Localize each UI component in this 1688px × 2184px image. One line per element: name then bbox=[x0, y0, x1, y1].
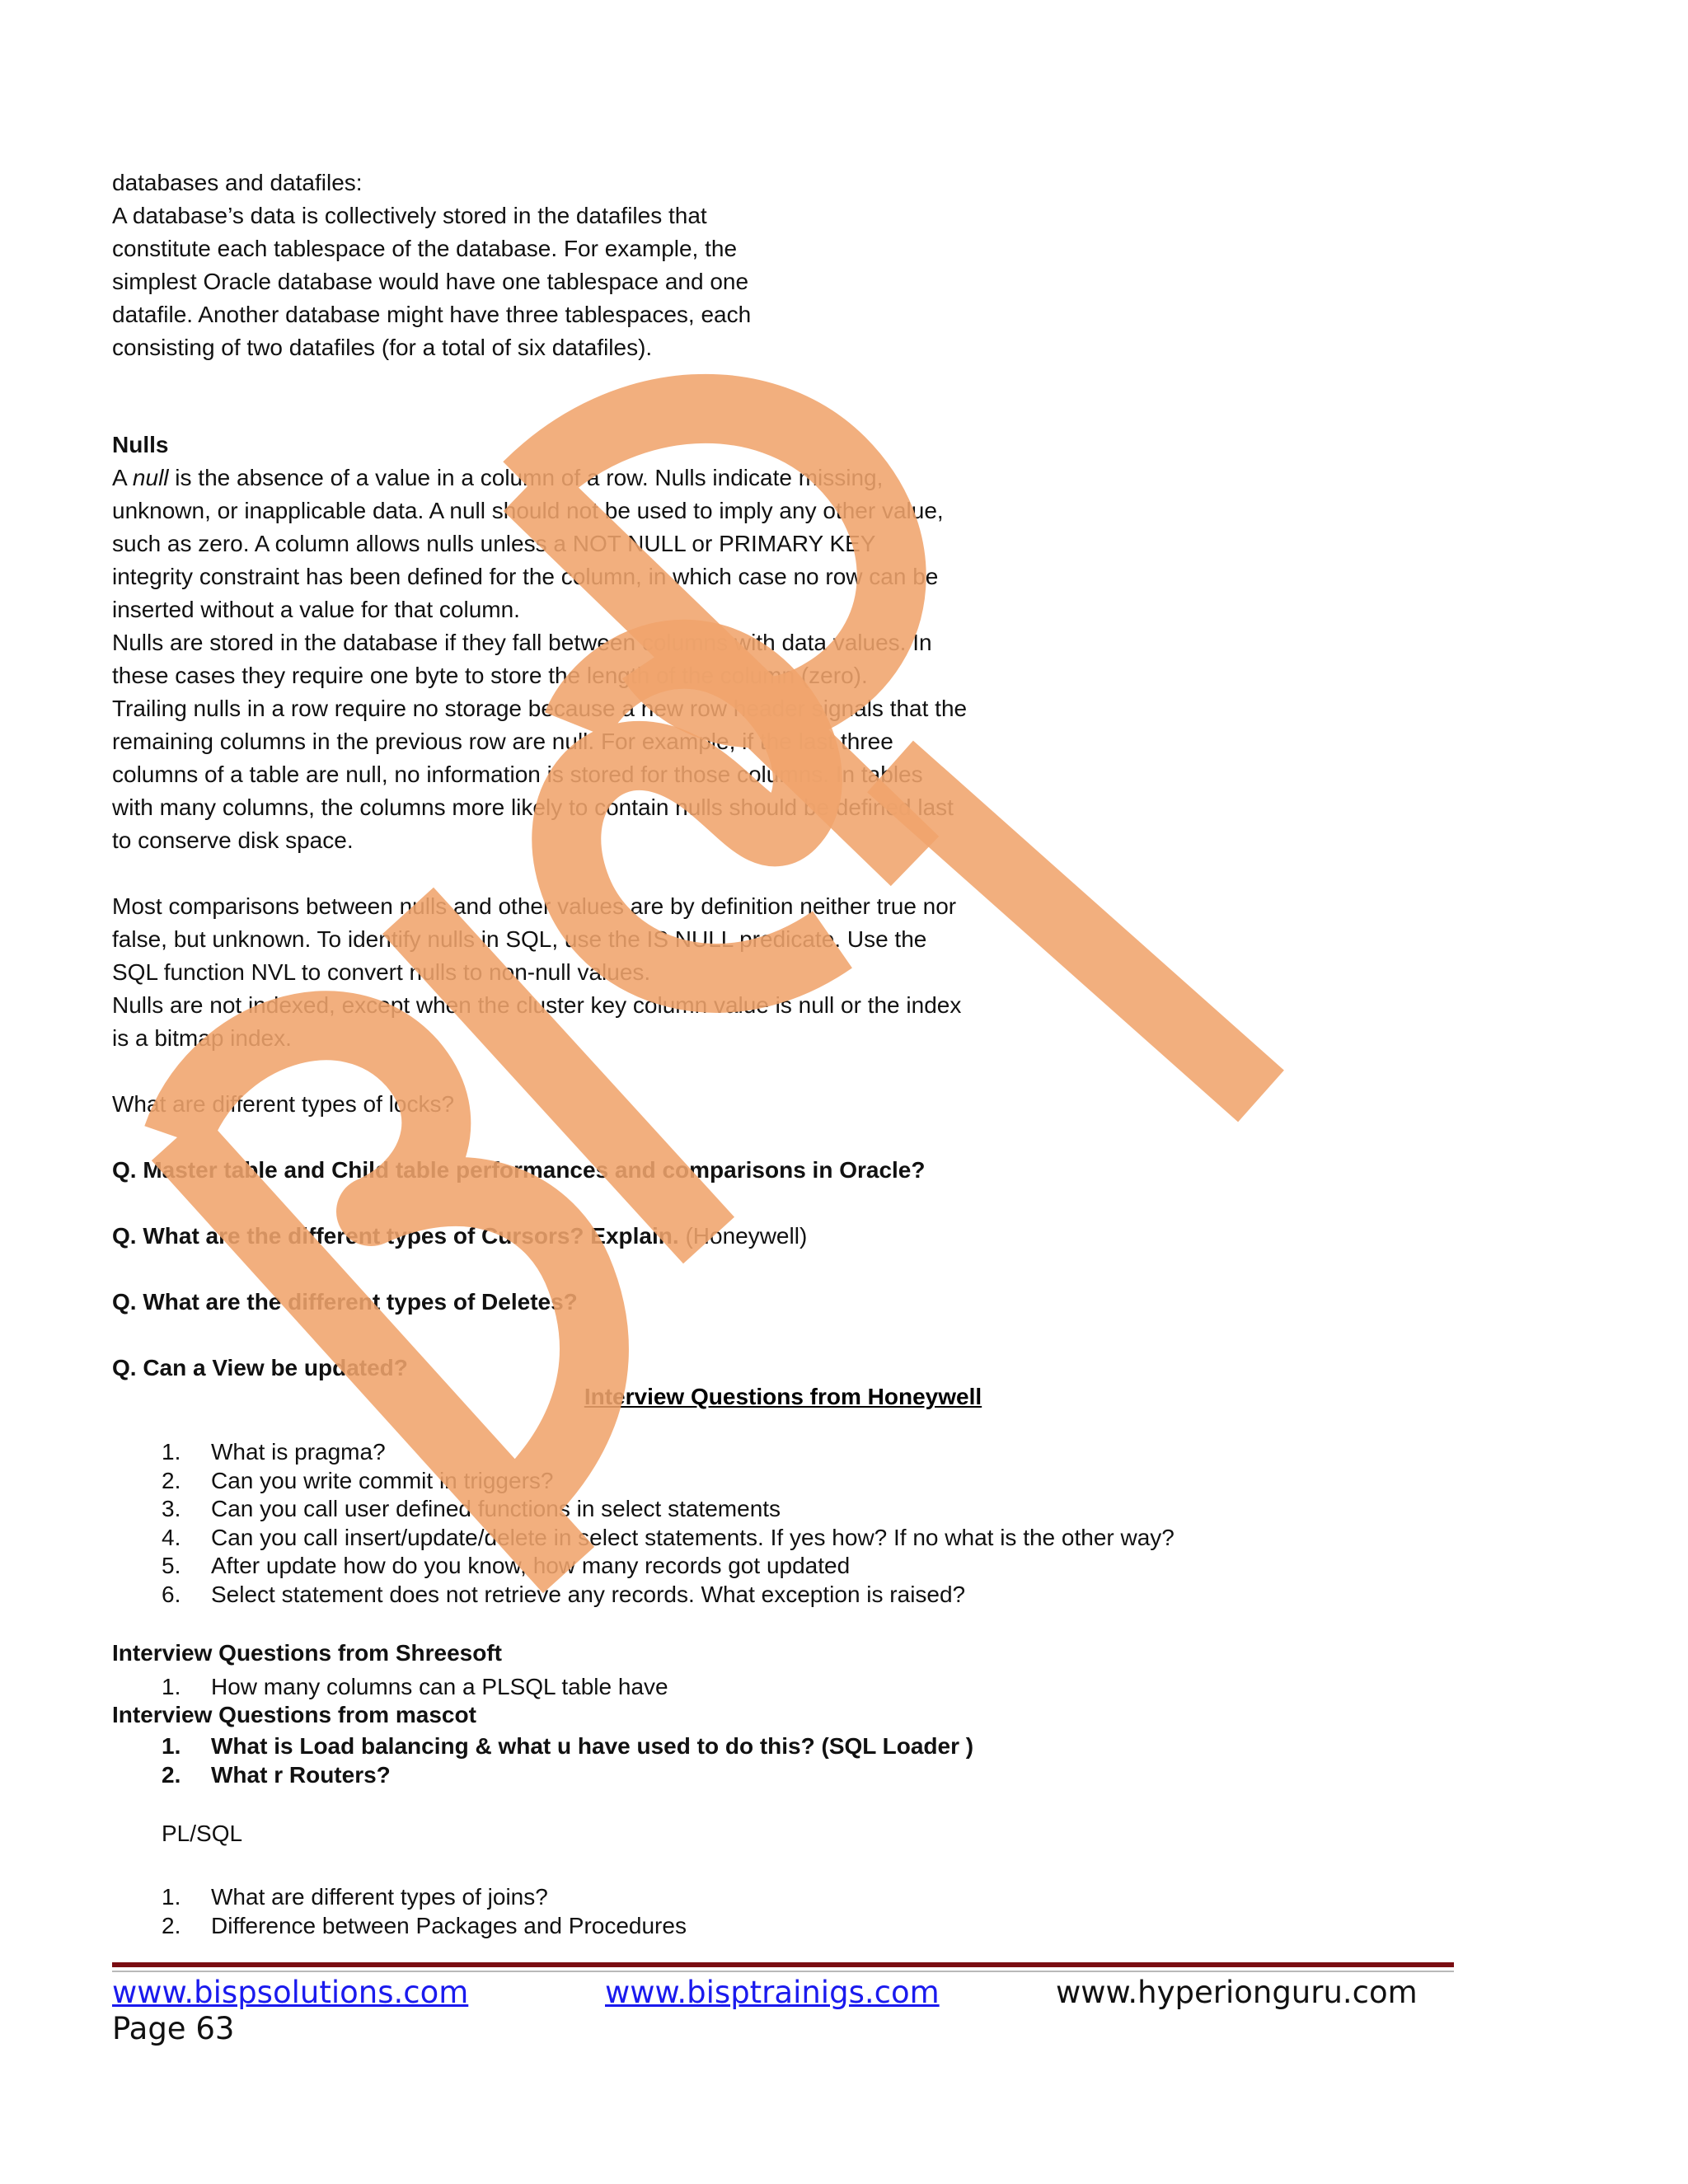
nulls-line: Most comparisons between nulls and other values are by definition neither true nor bbox=[112, 893, 957, 919]
plsql-label: PL/SQL bbox=[162, 1821, 243, 1846]
question-cursors-bold: Q. What are the different types of Cursors? Explain. bbox=[112, 1223, 679, 1249]
nulls-first-rest: is the absence of a value in a column of a row. Nulls indicate missing, bbox=[168, 465, 884, 490]
list-item bbox=[112, 1581, 1175, 1610]
footer-rule-thin bbox=[112, 1971, 1454, 1972]
page-number: Page 63 bbox=[112, 2011, 235, 2046]
nulls-line: to conserve disk space. bbox=[112, 827, 354, 853]
list-item-number: 2. bbox=[162, 1761, 181, 1788]
list-item-number: 1. bbox=[162, 1733, 181, 1759]
list-item-text: What r Routers? bbox=[211, 1761, 391, 1788]
list-item bbox=[112, 1883, 687, 1912]
list-item-number: 1. bbox=[162, 1884, 181, 1910]
blank-line bbox=[112, 1055, 1431, 1088]
list-item-number: 2. bbox=[162, 1912, 181, 1938]
question-cursors-note: (Honeywell) bbox=[678, 1223, 808, 1249]
list-item-number: 6. bbox=[162, 1581, 181, 1607]
shreesoft-list bbox=[112, 1673, 668, 1702]
nulls-line: these cases they require one byte to store the length of the column (zero). bbox=[112, 663, 868, 688]
nulls-line: is a bitmap index. bbox=[112, 1025, 292, 1051]
nulls-line: unknown, or inapplicable data. A null should not be used to imply any other value, bbox=[112, 498, 944, 523]
list-item-number: 5. bbox=[162, 1553, 181, 1578]
nulls-line: remaining columns in the previous row are null. For example, if the last three bbox=[112, 729, 893, 754]
blank-line bbox=[112, 1319, 1431, 1352]
list-item bbox=[112, 1761, 973, 1790]
blank-line bbox=[112, 1121, 1431, 1154]
list-item-text: Can you write commit in triggers? bbox=[211, 1467, 554, 1493]
list-item-text: Difference between Packages and Procedures bbox=[211, 1912, 687, 1938]
list-item-text: After update how do you know, how many records got updated bbox=[211, 1553, 851, 1578]
nulls-first-line bbox=[112, 462, 1431, 494]
nulls-line: false, but unknown. To identify nulls in SQL, use the IS NULL predicate. Use the bbox=[112, 926, 927, 952]
blank-line bbox=[112, 857, 1431, 890]
mascot-heading: Interview Questions from mascot bbox=[112, 1702, 476, 1727]
datafiles-line: consisting of two datafiles (for a total of six datafiles). bbox=[112, 335, 653, 360]
nulls-line: Nulls are not indexed, except when the cluster key column value is null or the index bbox=[112, 992, 962, 1018]
list-item bbox=[112, 1495, 1175, 1524]
list-item-number: 4. bbox=[162, 1524, 181, 1550]
datafiles-heading-line: databases and datafiles: bbox=[112, 170, 363, 195]
question-deletes: Q. What are the different types of Deletes? bbox=[112, 1289, 578, 1315]
footer-site-hyperionguru: www.hyperionguru.com bbox=[1056, 1975, 1418, 2010]
nulls-prefix: A bbox=[112, 465, 133, 490]
question-locks: What are different types of locks? bbox=[112, 1091, 455, 1117]
list-item bbox=[112, 1438, 1175, 1467]
list-item-text: Select statement does not retrieve any records. What exception is raised? bbox=[211, 1581, 966, 1607]
list-item bbox=[112, 1467, 1175, 1496]
question-master-child: Q. Master table and Child table performances and comparisons in Oracle? bbox=[112, 1157, 926, 1183]
nulls-line: integrity constraint has been defined for the column, in which case no row can be bbox=[112, 564, 939, 589]
nulls-section bbox=[112, 429, 1431, 1385]
nulls-italic-term: null bbox=[132, 465, 169, 490]
footer-rule bbox=[112, 1962, 1454, 1967]
list-item-text: Can you call user defined functions in select statements bbox=[211, 1496, 781, 1521]
mascot-list bbox=[112, 1732, 973, 1789]
list-item bbox=[112, 1552, 1175, 1581]
footer-link-bisptrainigs[interactable] bbox=[605, 1975, 940, 2011]
datafiles-section bbox=[112, 166, 1431, 364]
list-item-text: Can you call insert/update/delete in select statements. If yes how? If no what is the other way? bbox=[211, 1524, 1175, 1550]
nulls-line: with many columns, the columns more likely to contain nulls should be defined last bbox=[112, 794, 954, 820]
datafiles-line: simplest Oracle database would have one tablespace and one bbox=[112, 269, 749, 294]
nulls-line: Nulls are stored in the database if they fall between columns with data values. In bbox=[112, 630, 932, 655]
list-item-text: What are different types of joins? bbox=[211, 1884, 548, 1910]
question-cursors bbox=[112, 1220, 1431, 1253]
list-item-number: 1. bbox=[162, 1674, 181, 1699]
question-view: Q. Can a View be updated? bbox=[112, 1355, 408, 1380]
blank-line bbox=[112, 1253, 1431, 1286]
list-item-number: 3. bbox=[162, 1496, 181, 1521]
honeywell-heading: Interview Questions from Honeywell bbox=[584, 1384, 982, 1409]
nulls-line: Trailing nulls in a row require no storage because a new row header signals that the bbox=[112, 696, 968, 721]
list-item-number: 1. bbox=[162, 1439, 181, 1465]
nulls-heading: Nulls bbox=[112, 432, 169, 457]
honeywell-list bbox=[112, 1438, 1175, 1609]
footer-link-text[interactable]: www.bisptrainigs.com bbox=[605, 1975, 940, 2010]
blank-line bbox=[112, 1187, 1431, 1220]
list-item bbox=[112, 1912, 687, 1941]
footer-link-text[interactable]: www.bispsolutions.com bbox=[112, 1975, 469, 2010]
list-item-text: What is Load balancing & what u have used to do this? (SQL Loader ) bbox=[211, 1733, 974, 1759]
datafiles-line: A database’s data is collectively stored in the datafiles that bbox=[112, 203, 707, 228]
nulls-line: such as zero. A column allows nulls unless a NOT NULL or PRIMARY KEY bbox=[112, 531, 876, 556]
list-item bbox=[112, 1673, 668, 1702]
footer-link-bispsolutions[interactable] bbox=[112, 1975, 468, 2011]
list-item bbox=[112, 1732, 973, 1761]
list-item-text: What is pragma? bbox=[211, 1439, 386, 1465]
list-item-text: How many columns can a PLSQL table have bbox=[211, 1674, 668, 1699]
datafiles-line: constitute each tablespace of the database. For example, the bbox=[112, 236, 738, 261]
shreesoft-heading: Interview Questions from Shreesoft bbox=[112, 1640, 502, 1666]
list-item bbox=[112, 1524, 1175, 1553]
nulls-line: SQL function NVL to convert nulls to non-null values. bbox=[112, 959, 651, 985]
list-item-number: 2. bbox=[162, 1467, 181, 1493]
nulls-line: columns of a table are null, no information is stored for those columns. In tables bbox=[112, 762, 923, 787]
plsql-list bbox=[112, 1883, 687, 1940]
datafiles-line: datafile. Another database might have three tablespaces, each bbox=[112, 302, 752, 327]
nulls-line: inserted without a value for that column. bbox=[112, 597, 520, 622]
